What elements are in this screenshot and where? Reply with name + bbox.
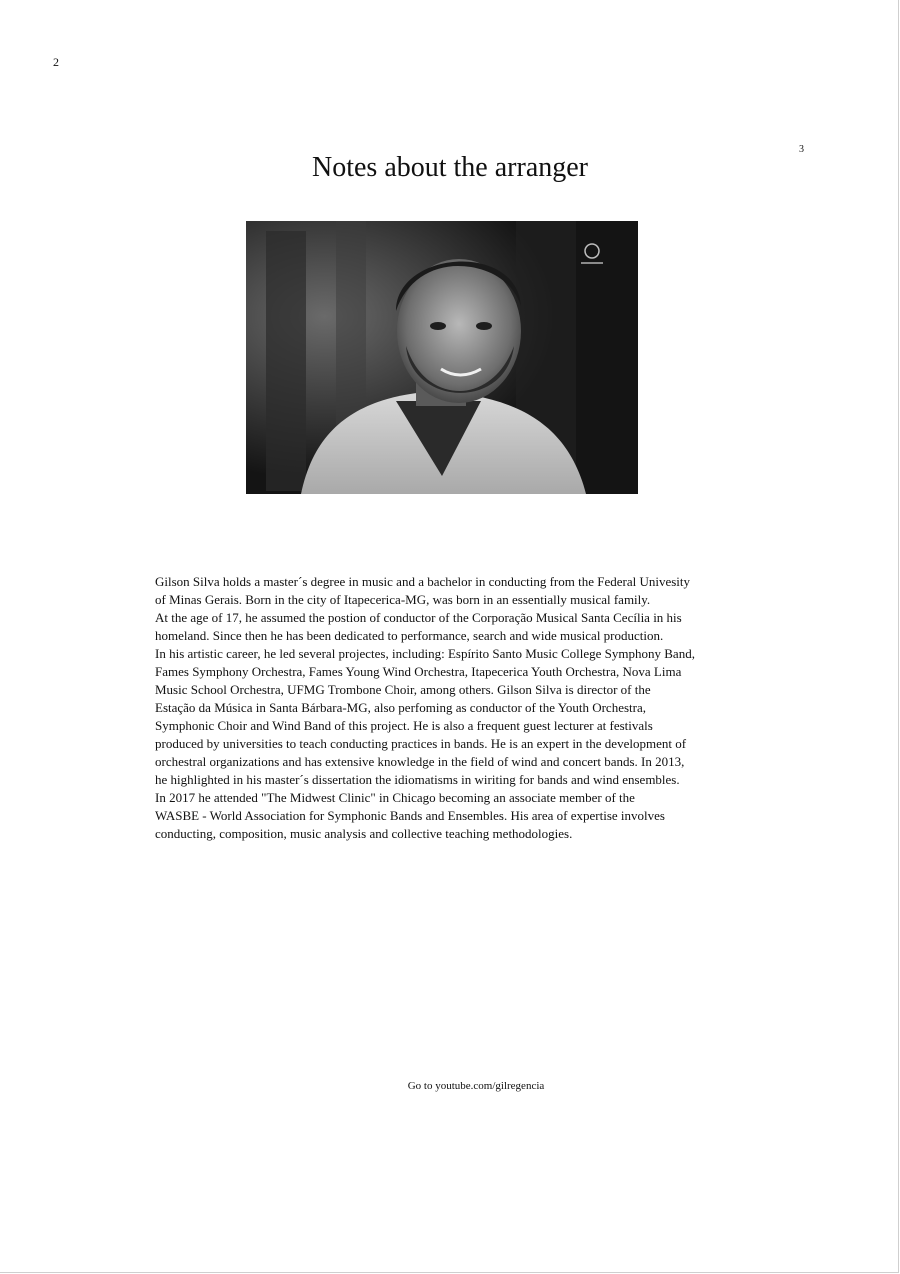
- bio-line: In his artistic career, he led several projectes, including: Espírito Santo Music College Symphony Band,: [155, 646, 695, 661]
- bio-line: Gilson Silva holds a master´s degree in music and a bachelor in conducting from the Federal Univesity: [155, 574, 691, 589]
- portrait-photo-icon: [246, 221, 638, 494]
- bio-line: conducting, composition, music analysis and collective teaching methodologies.: [155, 826, 573, 841]
- bio-line: Estação da Música in Santa Bárbara-MG, also perfoming as conductor of the Youth Orchestra,: [155, 700, 646, 715]
- bio-line: of Minas Gerais. Born in the city of Itapecerica-MG, was born in an essentially musical family.: [155, 592, 651, 607]
- bio-line: Fames Symphony Orchestra, Fames Young Wind Orchestra, Itapecerica Youth Orchestra, Nova Lima: [155, 664, 682, 679]
- bio-line: orchestral organizations and has extensive knowledge in the field of wind and concert bands. In 2013,: [155, 754, 685, 769]
- bio-line: Symphonic Choir and Wind Band of this project. He is also a frequent guest lecturer at festivals: [155, 718, 653, 733]
- bio-line: homeland. Since then he has been dedicated to performance, search and wide musical production.: [155, 628, 664, 643]
- arranger-photo: [246, 221, 638, 494]
- corner-mark: 3: [799, 144, 804, 155]
- bio-line: WASBE - World Association for Symphonic Bands and Ensembles. His area of expertise involves: [155, 808, 665, 823]
- arranger-bio: [155, 573, 780, 843]
- bio-line: produced by universities to teach conducting practices in bands. He is an expert in the development of: [155, 736, 687, 751]
- page-number: 2: [53, 55, 59, 69]
- youtube-link-text: Go to youtube.com/gilregencia: [407, 1080, 545, 1092]
- bio-line: In 2017 he attended "The Midwest Clinic" in Chicago becoming an associate member of the: [155, 790, 635, 805]
- bio-line: At the age of 17, he assumed the postion of conductor of the Corporação Musical Santa Cecília in his: [155, 610, 682, 625]
- bio-line: he highlighted in his master´s dissertation the idiomatisms in wiriting for bands and wind ensembles.: [155, 772, 680, 787]
- page-title: Notes about the arranger: [312, 152, 588, 183]
- bio-line: Music School Orchestra, UFMG Trombone Choir, among others. Gilson Silva is director of the: [155, 682, 651, 697]
